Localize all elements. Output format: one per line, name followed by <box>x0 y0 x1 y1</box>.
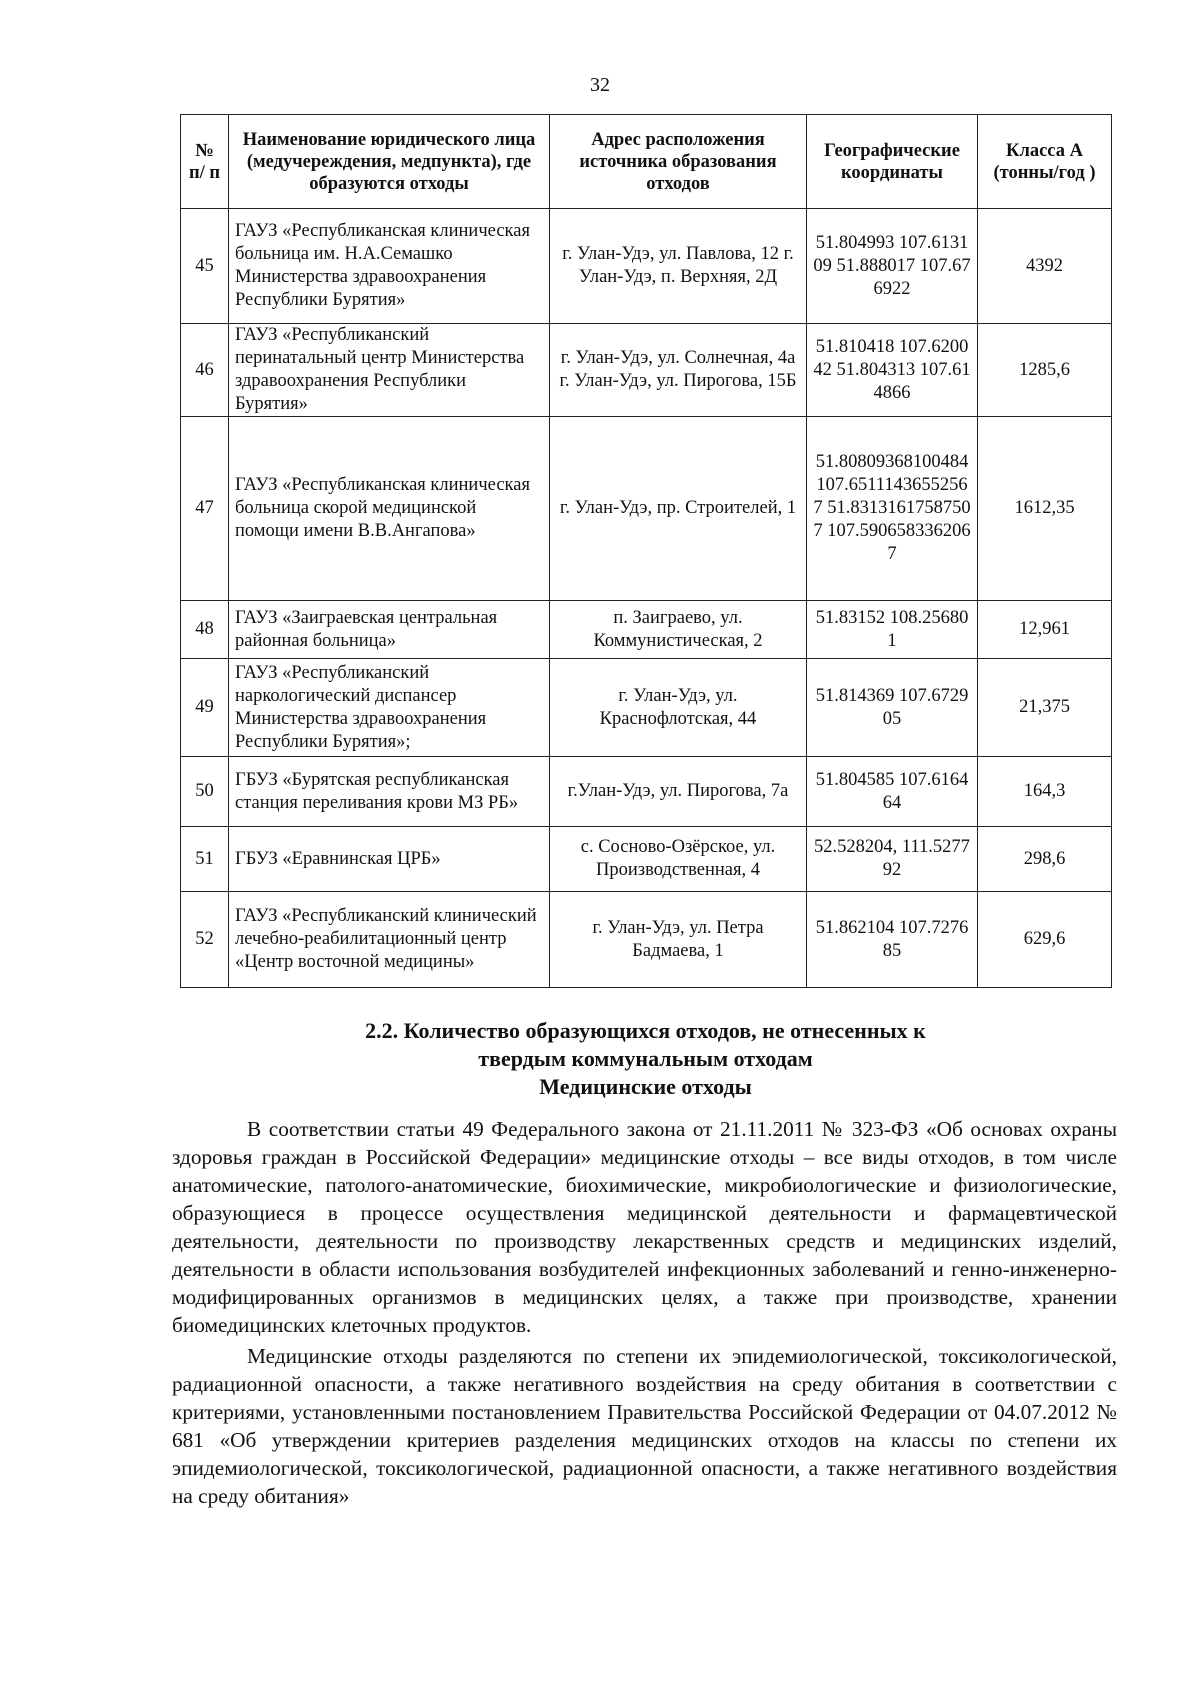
row-address: г. Улан-Удэ, ул. Солнечная, 4а г. Улан-Удэ, ул. Пирогова, 15Б <box>550 324 807 417</box>
row-name: ГАУЗ «Республиканская клиническая больница скорой медицинской помощи имени В.В.Ангапова» <box>229 417 550 601</box>
row-coords: 51.80809368100484 107.65111436552567 51.83131617587507 107.5906583362067 <box>807 417 978 601</box>
header-coords: Географические координаты <box>807 115 978 209</box>
row-class-a: 4392 <box>978 209 1112 324</box>
row-num: 49 <box>181 659 229 757</box>
row-coords: 51.810418 107.620042 51.804313 107.614866 <box>807 324 978 417</box>
section-heading <box>180 1017 1111 1101</box>
table-row <box>181 892 1112 988</box>
row-name: ГАУЗ «Республиканский перинатальный центр Министерства здравоохранения Республики Бурятия» <box>229 324 550 417</box>
row-address: г. Улан-Удэ, пр. Строителей, 1 <box>550 417 807 601</box>
header-class-a: Класса А (тонны/год ) <box>978 115 1112 209</box>
row-coords: 51.814369 107.672905 <box>807 659 978 757</box>
row-class-a: 21,375 <box>978 659 1112 757</box>
table-header-row <box>181 115 1112 209</box>
row-num: 51 <box>181 827 229 892</box>
row-class-a: 629,6 <box>978 892 1112 988</box>
row-coords: 51.83152 108.256801 <box>807 601 978 659</box>
header-num: № п/ п <box>181 115 229 209</box>
row-class-a: 164,3 <box>978 757 1112 827</box>
header-address: Адрес расположения источника образования отходов <box>550 115 807 209</box>
body-text <box>172 1115 1117 1510</box>
section-title-line-1: 2.2. Количество образующихся отходов, не отнесенных к <box>365 1018 926 1043</box>
table-row <box>181 827 1112 892</box>
row-coords: 52.528204, 111.527792 <box>807 827 978 892</box>
medical-waste-table <box>180 114 1112 988</box>
row-name: ГБУЗ «Еравнинская ЦРБ» <box>229 827 550 892</box>
row-address: г. Улан-Удэ, ул. Павлова, 12 г. Улан-Удэ, п. Верхняя, 2Д <box>550 209 807 324</box>
table-row <box>181 601 1112 659</box>
row-num: 52 <box>181 892 229 988</box>
row-num: 50 <box>181 757 229 827</box>
header-name: Наименование юридического лица (медучереждения, медпункта), где образуются отходы <box>229 115 550 209</box>
row-address: г. Улан-Удэ, ул. Петра Бадмаева, 1 <box>550 892 807 988</box>
section-subheading: Медицинские отходы <box>539 1074 752 1099</box>
row-address: с. Сосново-Озёрское, ул. Производственная, 4 <box>550 827 807 892</box>
row-address: г.Улан-Удэ, ул. Пирогова, 7а <box>550 757 807 827</box>
row-name: ГАУЗ «Республиканская клиническая больница им. Н.А.Семашко Министерства здравоохранения Республики Бурятия» <box>229 209 550 324</box>
section-title-line-2: твердым коммунальным отходам <box>478 1046 813 1071</box>
table-row <box>181 417 1112 601</box>
table-row <box>181 209 1112 324</box>
row-num: 48 <box>181 601 229 659</box>
row-class-a: 298,6 <box>978 827 1112 892</box>
row-name: ГАУЗ «Республиканский клинический лечебно-реабилитационный центр «Центр восточной медицины» <box>229 892 550 988</box>
row-num: 47 <box>181 417 229 601</box>
row-address: г. Улан-Удэ, ул. Краснофлотская, 44 <box>550 659 807 757</box>
row-coords: 51.804585 107.616464 <box>807 757 978 827</box>
paragraph: Медицинские отходы разделяются по степени их эпидемиологической, токсикологической, радиационной опасности, а также негативного воздействия на среду обитания в соответствии с критериями, установленными постановлением Правительства Российской Федерации от 04.07.2012 № 681 «Об утверждении критериев разделения медицинских отходов на классы по степени их эпидемиологической, токсикологической, радиационной опасности, а также негативного воздействия на среду обитания» <box>172 1344 1117 1508</box>
row-name: ГБУЗ «Бурятская республиканская станция переливания крови МЗ РБ» <box>229 757 550 827</box>
row-name: ГАУЗ «Республиканский наркологический диспансер Министерства здравоохранения Республики Бурятия»; <box>229 659 550 757</box>
row-address: п. Заиграево, ул. Коммунистическая, 2 <box>550 601 807 659</box>
row-coords: 51.862104 107.727685 <box>807 892 978 988</box>
row-coords: 51.804993 107.613109 51.888017 107.676922 <box>807 209 978 324</box>
row-class-a: 1285,6 <box>978 324 1112 417</box>
page-number: 32 <box>590 74 610 96</box>
table-row <box>181 324 1112 417</box>
table-row <box>181 757 1112 827</box>
row-num: 46 <box>181 324 229 417</box>
row-class-a: 1612,35 <box>978 417 1112 601</box>
row-class-a: 12,961 <box>978 601 1112 659</box>
paragraph: В соответствии статьи 49 Федерального закона от 21.11.2011 № 323-ФЗ «Об основах охраны здоровья граждан в Российской Федерации» медицинские отходы – все виды отходов, в том числе анатомические, патолого-анатомические, биохимические, микробиологические и физиологические, образующиеся в процессе осуществления медицинской деятельности и фармацевтической деятельности, деятельности по производству лекарственных средств и медицинских изделий, деятельности в области использования возбудителей инфекционных заболеваний и генно-инженерно-модифицированных организмов в медицинских целях, а также при производстве, хранении биомедицинских клеточных продуктов. <box>172 1117 1117 1337</box>
row-num: 45 <box>181 209 229 324</box>
table-row <box>181 659 1112 757</box>
row-name: ГАУЗ «Заиграевская центральная районная больница» <box>229 601 550 659</box>
